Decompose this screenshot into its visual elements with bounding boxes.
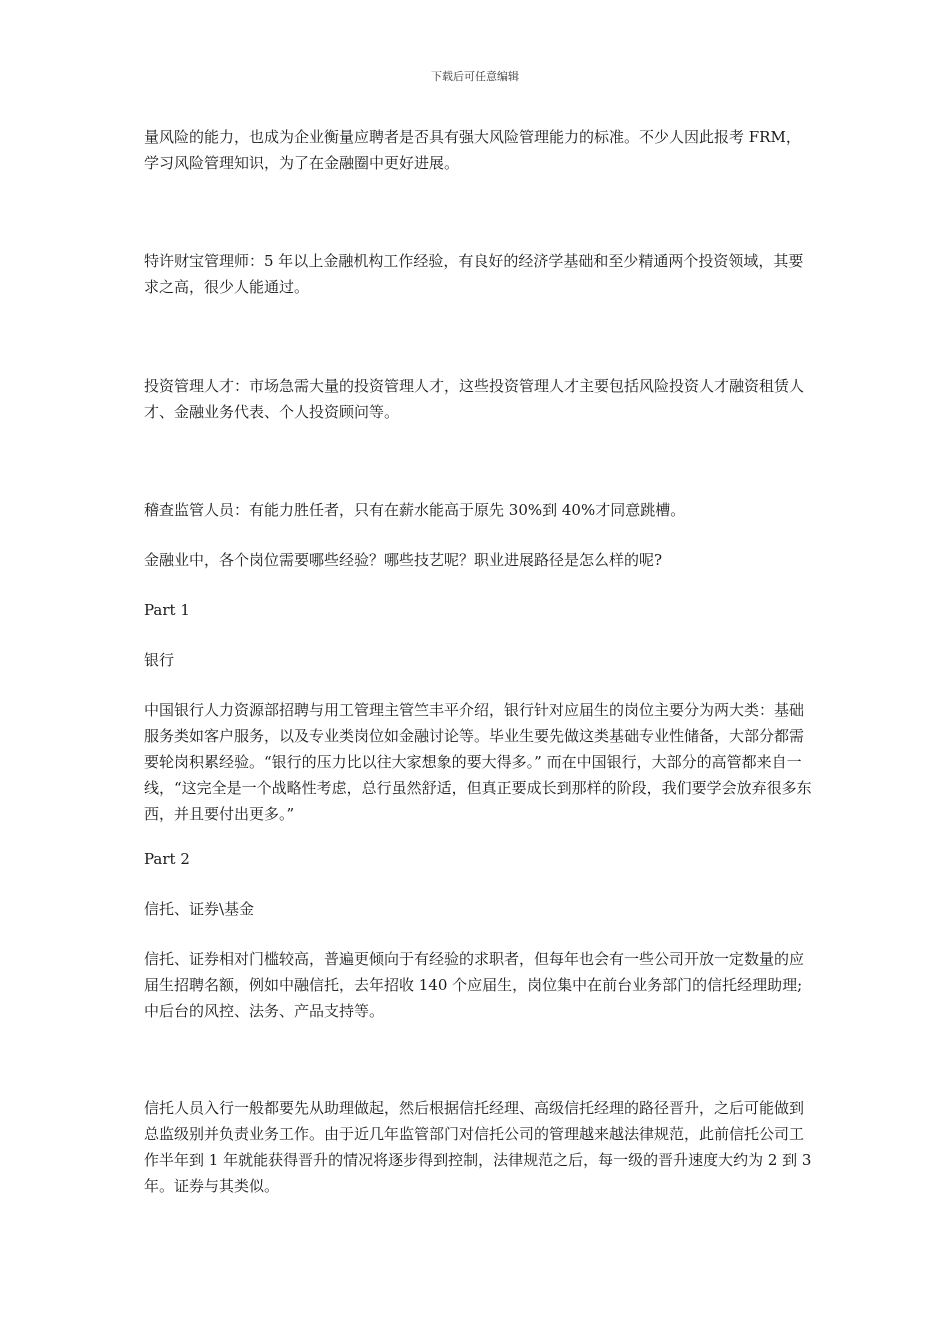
paragraph-trust-detail: 信托、证券相对门槛较高，普遍更倾向于有经验的求职者，但每年也会有一些公司开放一定数量的应届生招聘名额，例如中融信托，去年招收 140 个应届生，岗位集中在前台业务部门的信托经理助理;中后台的风控、法务、产品支持等。 [144,950,805,1020]
section-heading-bank: 银行 [144,651,175,669]
paragraph-risk-management: 量风险的能力，也成为企业衡量应聘者是否具有强大风险管理能力的标准。不少人因此报考 FRM，学习风险管理知识，为了在金融圈中更好进展。 [144,128,801,172]
paragraph-wealth-manager: 特许财宝管理师：5 年以上金融机构工作经验，有良好的经济学基础和至少精通两个投资领域，其要求之高，很少人能通过。 [144,252,804,296]
section-label-part2: Part 2 [144,850,190,868]
section-heading-trust: 信托、证券\基金 [144,900,255,918]
paragraph-investment-talent: 投资管理人才：市场急需大量的投资管理人才，这些投资管理人才主要包括风险投资人才融资租赁人才、金融业务代表、个人投资顾问等。 [144,377,805,421]
paragraph-trust-promotion: 信托人员入行一般都要先从助理做起，然后根据信托经理、高级信托经理的路径晋升，之后可能做到总监级别并负责业务工作。由于近几年监管部门对信托公司的管理越来越法律规范，此前信托公司工作半年到 1 年就能获得晋升的情况将逐步得到控制，法律规范之后，每一级的晋升速度大约为 2 到 3 年。证券与其类似。 [144,1099,812,1195]
page-header: 下载后可任意编辑 [431,70,519,83]
paragraph-bank-detail: 中国银行人力资源部招聘与用工管理主管竺丰平介绍，银行针对应届生的岗位主要分为两大类：基础服务类如客户服务，以及专业类岗位如金融讨论等。毕业生要先做这类基础专业性储备，大部分都需要轮岗积累经验。“银行的压力比以往大家想象的要大得多。” 而在中国银行，大部分的高管都来自一线，“这完全是一个战略性考虑，总行虽然舒适，但真正要成长到那样的阶段，我们要学会放弃很多东西，并且要付出更多。” [144,701,812,823]
paragraph-audit-staff: 稽查监管人员：有能力胜任者，只有在薪水能高于原先 30%到 40%才同意跳槽。 [144,501,686,519]
paragraph-question: 金融业中，各个岗位需要哪些经验？哪些技艺呢？职业进展路径是怎么样的呢? [144,551,663,569]
section-label-part1: Part 1 [144,601,190,619]
